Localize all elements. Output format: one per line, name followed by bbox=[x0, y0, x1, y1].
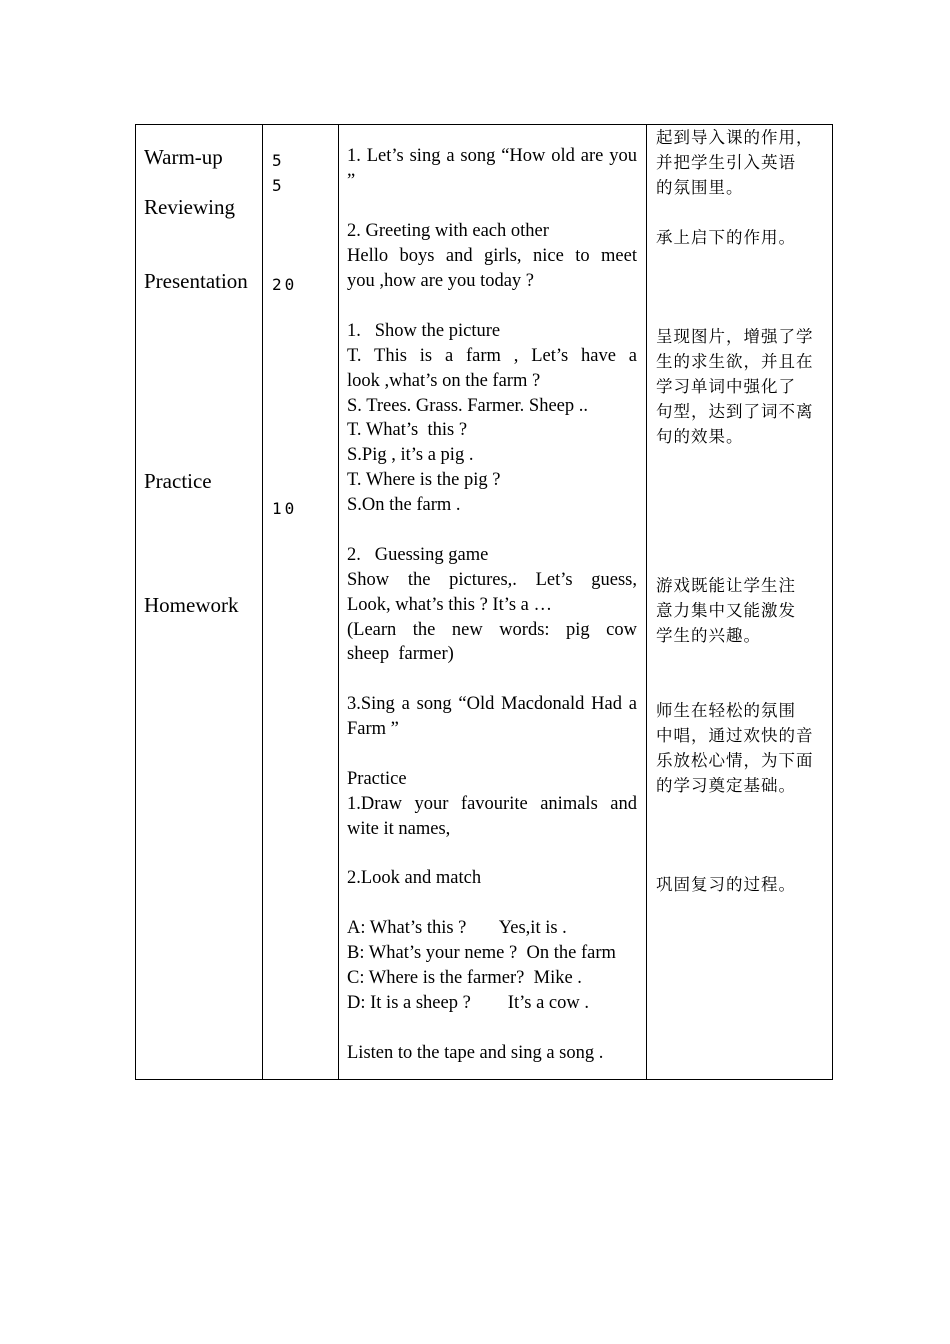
stage-homework: Homework bbox=[144, 593, 239, 617]
procedure-line: C: Where is the farmer? Mike . bbox=[347, 968, 582, 988]
minutes-practice: 10 bbox=[272, 499, 298, 518]
stage-reviewing: Reviewing bbox=[144, 195, 235, 219]
purpose-line: 学习单词中强化了 bbox=[656, 377, 796, 396]
stage-warm-up: Warm-up bbox=[144, 145, 223, 169]
procedure-line: S.Pig , it’s a pig . bbox=[347, 445, 474, 465]
column-divider bbox=[338, 125, 339, 1079]
purpose-line: 中唱，通过欢快的音 bbox=[656, 726, 814, 745]
procedure-line: Farm ” bbox=[347, 719, 399, 739]
purpose-line: 的学习奠定基础。 bbox=[656, 776, 796, 795]
stage-presentation: Presentation bbox=[144, 269, 248, 293]
procedure-line: Show the pictures,. Let’s guess, bbox=[347, 570, 637, 590]
stage-practice: Practice bbox=[144, 469, 212, 493]
purpose-line: 巩固复习的过程。 bbox=[656, 875, 796, 894]
procedure-line: T. Where is the pig ? bbox=[347, 470, 501, 490]
column-divider bbox=[262, 125, 263, 1079]
procedure-line: 1. Let’s sing a song “How old are you bbox=[347, 146, 637, 166]
purpose-line: 的氛围里。 bbox=[656, 178, 744, 197]
procedure-line: Listen to the tape and sing a song . bbox=[347, 1043, 604, 1063]
purpose-line: 学生的兴趣。 bbox=[656, 626, 761, 645]
minutes-warm-up: 5 bbox=[272, 151, 285, 170]
purpose-line: 呈现图片，增强了学 bbox=[656, 327, 814, 346]
purpose-line: 生的求生欲，并且在 bbox=[656, 352, 814, 371]
procedure-line: 1. Show the picture bbox=[347, 321, 501, 341]
procedure-line: look ,what’s on the farm ? bbox=[347, 371, 541, 391]
procedure-line: (Learn the new words: pig cow bbox=[347, 620, 637, 640]
procedure-line: 3.Sing a song “Old Macdonald Had a bbox=[347, 694, 637, 714]
procedure-line: 2. Greeting with each other bbox=[347, 221, 549, 241]
column-divider bbox=[646, 125, 647, 1079]
procedure-line: S. Trees. Grass. Farmer. Sheep .. bbox=[347, 396, 589, 416]
procedure-line: ” bbox=[347, 171, 356, 191]
procedure-line: sheep farmer) bbox=[347, 644, 454, 664]
procedure-line: T. What’s this ? bbox=[347, 420, 468, 440]
procedure-line: A: What’s this ? Yes,it is . bbox=[347, 918, 567, 938]
procedure-line: Look, what’s this ? It’s a … bbox=[347, 595, 553, 615]
minutes-reviewing: 5 bbox=[272, 176, 285, 195]
procedure-line: 2. Guessing game bbox=[347, 545, 489, 565]
purpose-line: 游戏既能让学生注 bbox=[656, 576, 796, 595]
purpose-line: 句型，达到了词不离 bbox=[656, 402, 814, 421]
procedure-line: Practice bbox=[347, 769, 407, 789]
purpose-line: 句的效果。 bbox=[656, 427, 744, 446]
procedure-line: 2.Look and match bbox=[347, 868, 482, 888]
procedure-line: you ,how are you today ? bbox=[347, 271, 535, 291]
purpose-line: 承上启下的作用。 bbox=[656, 228, 796, 247]
procedure-line: 1.Draw your favourite animals and bbox=[347, 794, 637, 814]
purpose-line: 并把学生引入英语 bbox=[656, 153, 796, 172]
procedure-line: D: It is a sheep ? It’s a cow . bbox=[347, 993, 589, 1013]
procedure-line: B: What’s your neme ? On the farm bbox=[347, 943, 616, 963]
procedure-line: T. This is a farm , Let’s have a bbox=[347, 346, 637, 366]
purpose-line: 起到导入课的作用， bbox=[656, 128, 814, 147]
purpose-line: 师生在轻松的氛围 bbox=[656, 701, 796, 720]
procedure-line: wite it names, bbox=[347, 819, 451, 839]
purpose-line: 意力集中又能激发 bbox=[656, 601, 796, 620]
minutes-presentation: 20 bbox=[272, 275, 298, 294]
purpose-line: 乐放松心情，为下面 bbox=[656, 751, 814, 770]
procedure-line: S.On the farm . bbox=[347, 495, 461, 515]
procedure-line: Hello boys and girls, nice to meet bbox=[347, 246, 637, 266]
